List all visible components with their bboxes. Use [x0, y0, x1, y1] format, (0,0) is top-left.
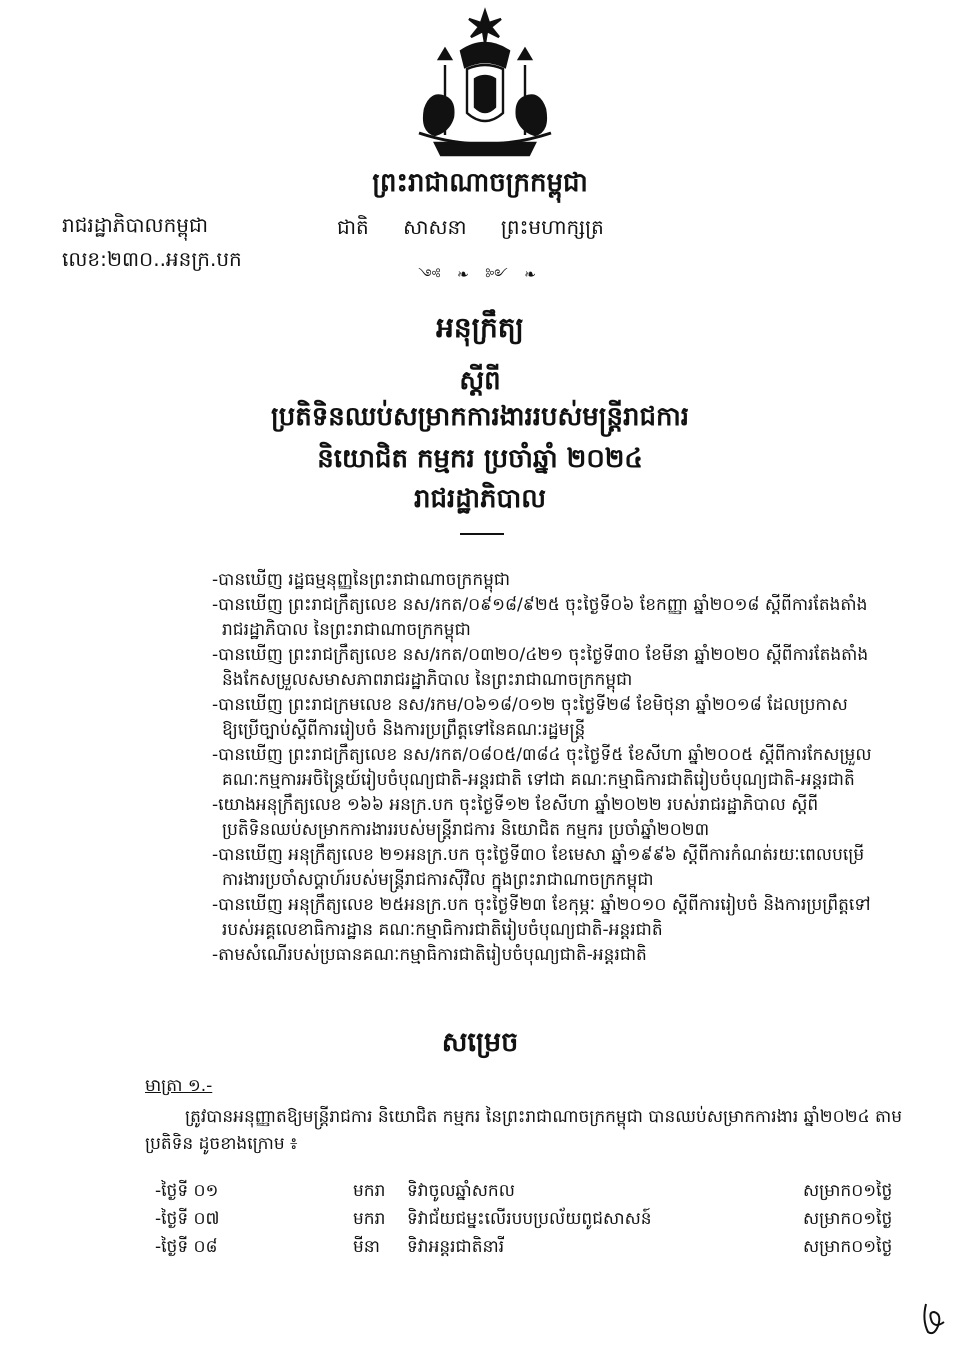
holiday-month: មីនា	[353, 1237, 380, 1257]
article-1-label: មាត្រា ១.-	[145, 1076, 213, 1096]
subject-line-2: និយោជិត កម្មករ ប្រចាំឆ្នាំ ២០២៤	[317, 444, 643, 474]
holiday-month: មករា	[353, 1209, 386, 1229]
document-type: អនុក្រឹត្យ	[436, 311, 524, 344]
header-ornament: ༺ ❧ ༻ ❧	[418, 267, 542, 283]
document-about: ស្តីពី	[459, 366, 501, 396]
kingdom-title: ព្រះរាជាណាចក្រកម្ពុជា	[372, 168, 588, 198]
title-divider	[460, 533, 504, 535]
visa-item: -បានឃើញ ព្រះរាជក្រមលេខ នស/រកម/០៦១៨/០១២ ចុះថ្ងៃទី២៨ ខែមិថុនា ឆ្នាំ២០១៨ ដែលប្រកាស ឱ្យប្រើច្បាប់ស្តីពីការរៀបចំ និងការប្រព្រឹត្តទៅនៃគណៈរដ្ឋមន្ត្រី	[212, 695, 848, 740]
visa-item: -បានឃើញ អនុក្រឹត្យលេខ ២៥អនក្រ.បក ចុះថ្ងៃទី២៣ ខែកុម្ភៈ ឆ្នាំ២០១០ ស្តីពីការរៀបចំ និងការប្រព្រឹត្តទៅ របស់អគ្គលេខាធិការដ្ឋាន គណៈកម្មាធិការជាតិរៀបចំបុណ្យជាតិ-អន្តរជាតិ	[212, 895, 871, 940]
visa-item: -តាមសំណើរបស់ប្រធានគណៈកម្មាធិការជាតិរៀបចំបុណ្យជាតិ-អន្តរជាតិ	[212, 945, 647, 965]
holiday-row	[155, 1180, 915, 1206]
royal-coat-of-arms-icon	[405, 5, 565, 165]
holiday-name: ទិវាអន្តរជាតិនារី	[407, 1237, 505, 1257]
holiday-month: មករា	[353, 1181, 386, 1201]
visa-item: -បានឃើញ ព្រះរាជក្រឹត្យលេខ នស/រកត/០៣២០/៤២១ ចុះថ្ងៃទី៣០ ខែមីនា ឆ្នាំ២០២០ ស្តីពីការតែងតាំង និងកែសម្រួលសមាសភាពរាជរដ្ឋាភិបាល នៃព្រះរាជាណាចក្រកម្ពុជា	[212, 645, 869, 690]
visa-item: -បានឃើញ អនុក្រឹត្យលេខ ២១អនក្រ.បក ចុះថ្ងៃទី៣០ ខែមេសា ឆ្នាំ១៩៩៦ ស្តីពីការកំណត់រយៈពេលបម្រើ ការងារប្រចាំសប្តាហ៍របស់មន្ត្រីរាជការស៊ីវិល ក្នុងព្រះរាជាណាចក្រកម្ពុជា	[212, 845, 865, 890]
visa-list	[212, 568, 912, 968]
holiday-day: -ថ្ងៃទី ០៧	[155, 1209, 220, 1229]
holiday-duration: សម្រាក០១ថ្ងៃ	[803, 1237, 893, 1257]
article-1-paragraph: ត្រូវបានអនុញ្ញាតឱ្យមន្ត្រីរាជការ និយោជិត កម្មករ នៃព្រះរាជាណាចក្រកម្ពុជា បានឈប់សម្រាកការងារ ឆ្នាំ២០២៤ តាមប្រតិទិន ដូចខាងក្រោម ៖	[145, 1107, 902, 1154]
holiday-name: ទិវាជ័យជម្នះលើរបបប្រល័យពូជសាសន៍	[407, 1209, 652, 1229]
holiday-row	[155, 1208, 915, 1234]
government-name: រាជរដ្ឋាភិបាលកម្ពុជា	[62, 213, 208, 237]
holiday-name: ទិវាចូលឆ្នាំសកល	[407, 1181, 515, 1201]
visa-item: -បានឃើញ ព្រះរាជក្រឹត្យលេខ នស/រកត/០៨០៥/៣៨៤ ចុះថ្ងៃទី៥ ខែសីហា ឆ្នាំ២០០៥ ស្តីពីការកែសម្រួល គណៈកម្មការអចិន្ត្រៃយ៍រៀបចំបុណ្យជាតិ-អន្តរជាតិ ទៅជា គណៈកម្មាធិការជាតិរៀបចំបុណ្យជាតិ-អន្តរជាតិ	[212, 745, 872, 790]
subject-line-1: ប្រតិទិនឈប់សម្រាកការងាររបស់មន្ត្រីរាជការ	[270, 402, 690, 432]
handwritten-initial-icon	[918, 1298, 948, 1338]
holiday-duration: សម្រាក០១ថ្ងៃ	[803, 1209, 893, 1229]
decision-heading: សម្រេច	[441, 1027, 519, 1058]
holiday-duration: សម្រាក០១ថ្ងៃ	[803, 1181, 893, 1201]
national-motto: ជាតិ សាសនា ព្រះមហាក្សត្រ	[337, 215, 604, 239]
visa-item: -បានឃើញ ព្រះរាជក្រឹត្យលេខ នស/រកត/០៩១៨/៩២៥ ចុះថ្ងៃទី០៦ ខែកញ្ញា ឆ្នាំ២០១៨ ស្តីពីការតែងតាំង រាជរដ្ឋាភិបាល នៃព្រះរាជាណាចក្រកម្ពុជា	[212, 595, 868, 640]
holiday-row	[155, 1236, 915, 1262]
visa-item: -យោងអនុក្រឹត្យលេខ ១៦៦ អនក្រ.បក ចុះថ្ងៃទី១២ ខែសីហា ឆ្នាំ២០២២ របស់រាជរដ្ឋាភិបាល ស្តីពី ប្រតិទិនឈប់សម្រាកការងាររបស់មន្ត្រីរាជការ និយោជិត កម្មករ ប្រចាំឆ្នាំ២០២៣	[212, 795, 819, 840]
issuing-authority: រាជរដ្ឋាភិបាល	[413, 484, 547, 514]
reference-number: លេខ:២៣០..អនក្រ.បក	[62, 247, 242, 271]
holiday-day: -ថ្ងៃទី ០៨	[155, 1237, 218, 1257]
visa-item: -បានឃើញ រដ្ឋធម្មនុញ្ញនៃព្រះរាជាណាចក្រកម្ពុជា	[212, 570, 511, 590]
holiday-day: -ថ្ងៃទី ០១	[155, 1181, 219, 1201]
